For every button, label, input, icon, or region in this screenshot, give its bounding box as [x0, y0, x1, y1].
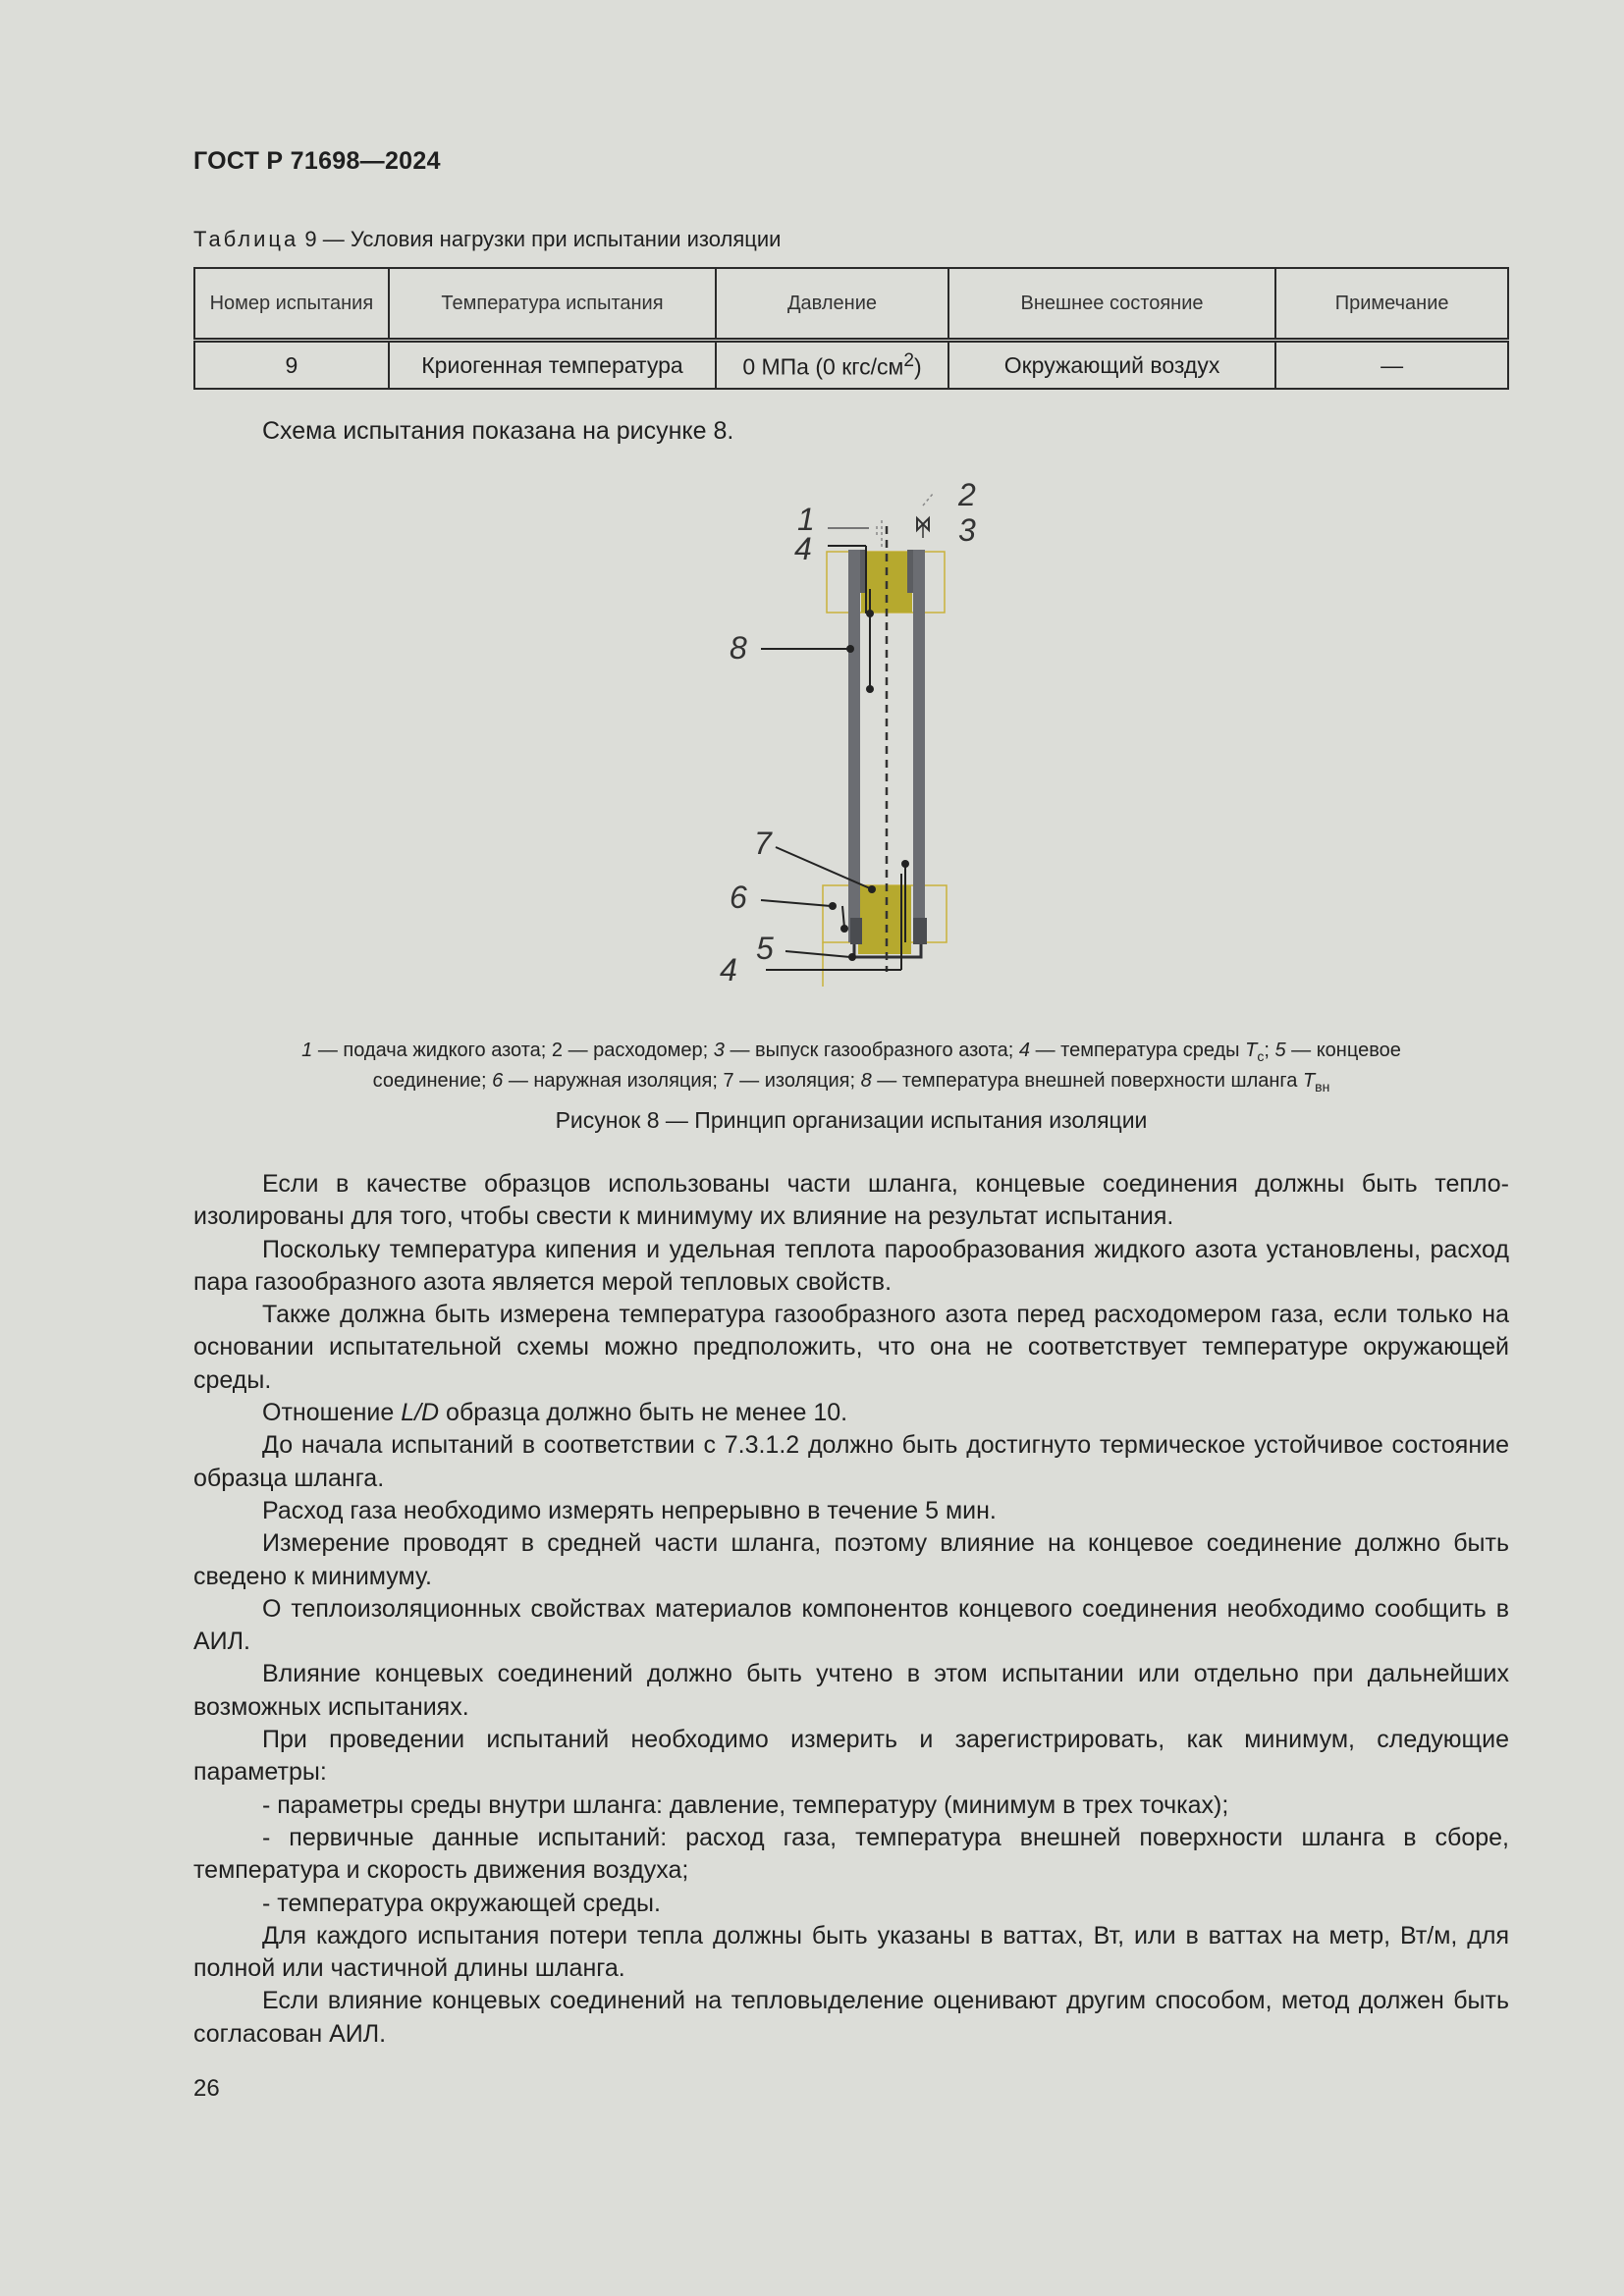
ratio-text: образца должно быть не менее 10.	[439, 1399, 848, 1427]
paragraph: Измерение проводят в средней части шланга, поэтому влияние на концевое соединение должно быть сведено к минимуму.	[193, 1529, 1509, 1590]
pressure-value: 0 МПа (0 кгс/см	[742, 353, 904, 380]
pressure-close: )	[914, 353, 922, 380]
list-item: - первичные данные испытаний: расход газа, температура внешней поверхности шланга в сборе, температура и скорость движения воздуха;	[193, 1823, 1509, 1885]
list-item: - температура окружающей среды.	[262, 1889, 661, 1917]
table-header-cell: Температура испытания	[389, 268, 716, 341]
cell-external: Окружающий воздух	[948, 341, 1275, 390]
test-scheme-figure	[0, 0, 1624, 1041]
legend-text: — выпуск газообразного азота;	[724, 1040, 1019, 1061]
document-code: ГОСТ Р 71698—2024	[193, 147, 441, 175]
legend-symbol: T	[1302, 1070, 1316, 1092]
pressure-superscript: 2	[903, 349, 915, 371]
figure-label-4-top: 4	[794, 531, 812, 566]
legend-num: 1	[301, 1040, 313, 1061]
legend-text: соединение;	[372, 1070, 493, 1092]
legend-text: — температура внешней поверхности шланга	[871, 1070, 1303, 1092]
figure-title: Рисунок 8 — Принцип организации испытания изоляции	[555, 1107, 1148, 1133]
paragraph: Если в качестве образцов использованы части шланга, концевые соединения должны быть теплоизолированы для того, чтобы свести к минимуму их влияние на результат испытания.	[193, 1170, 1509, 1231]
flowmeter-symbol	[923, 494, 933, 506]
legend-subscript: c	[1257, 1048, 1265, 1064]
legend-num: 3	[713, 1040, 725, 1061]
figure-label-5: 5	[756, 931, 774, 966]
figure-label-3: 3	[958, 512, 976, 548]
table-header-cell: Номер испытания	[194, 268, 389, 341]
table-header-cell: Примечание	[1275, 268, 1508, 341]
ratio-text: Отношение	[262, 1399, 402, 1427]
legend-text: — наружная изоляция; 7 — изоляция;	[503, 1070, 861, 1092]
figure-label-8: 8	[730, 630, 747, 666]
list-item: - параметры среды внутри шланга: давление, температуру (минимум в трех точках);	[262, 1790, 1229, 1819]
paragraph: При проведении испытаний необходимо измерить и зарегистрировать, как минимум, следующие параметры:	[193, 1726, 1509, 1787]
figure-label-6: 6	[730, 880, 747, 915]
figure-label-4-bottom: 4	[720, 952, 737, 988]
hose-wall-right	[913, 550, 925, 942]
legend-num: 4	[1018, 1040, 1031, 1061]
body-text	[193, 1168, 1509, 2051]
figure-lead-text: Схема испытания показана на рисунке 8.	[262, 417, 734, 445]
legend-text: — температура среды	[1030, 1040, 1246, 1061]
cell-temperature: Криогенная температура	[389, 341, 716, 390]
legend-text: — концевое	[1285, 1040, 1401, 1061]
paragraph: До начала испытаний в соответствии с 7.3.1.2 должно быть достигнуто термическое устойчивое состояние образца шланга.	[193, 1431, 1509, 1492]
paragraph: Для каждого испытания потери тепла должны быть указаны в ваттах, Вт, или в ваттах на метр, Вт/м, для полной или частичной длины шланга.	[193, 1921, 1509, 1983]
paragraph: О теплоизоляционных свойствах материалов компонентов концевого соединения необходимо сообщить в АИЛ.	[193, 1594, 1509, 1656]
legend-symbol: T	[1245, 1040, 1258, 1061]
paragraph: Поскольку температура кипения и удельная теплота парообразования жидкого азота установлены, расход пара газообразного азота является мерой тепловых свойств.	[193, 1235, 1509, 1296]
legend-num: 8	[860, 1070, 872, 1092]
legend-num: 5	[1274, 1040, 1286, 1061]
table-caption-title: 9 — Условия нагрузки при испытании изоляции	[298, 227, 782, 251]
legend-num: 6	[492, 1070, 504, 1092]
lower-insulation	[858, 885, 911, 954]
figure-label-2: 2	[958, 477, 976, 512]
figure-legend	[193, 1039, 1509, 1099]
ratio-variable: L/D	[401, 1399, 440, 1427]
legend-subscript: вн	[1315, 1079, 1330, 1095]
figure-label-1: 1	[797, 502, 815, 537]
paragraph: Если влияние концевых соединений на тепловыделение оценивают другим способом, метод должен быть согласован АИЛ.	[193, 1987, 1509, 2048]
table-caption-prefix: Таблица	[193, 227, 299, 251]
legend-text: ;	[1264, 1040, 1275, 1061]
paragraph: Влияние концевых соединений должно быть учтено в этом испытании или отдельно при дальнейших возможных испытаниях.	[193, 1660, 1509, 1721]
table-header-cell: Внешнее состояние	[948, 268, 1275, 341]
legend-text: — подача жидкого азота; 2 — расходомер;	[312, 1040, 714, 1061]
figure-label-7: 7	[754, 826, 772, 861]
page-number: 26	[193, 2075, 220, 2102]
paragraph: Расход газа необходимо измерять непрерывно в течение 5 мин.	[262, 1496, 997, 1524]
table-header-cell: Давление	[716, 268, 948, 341]
cell-note: —	[1275, 341, 1508, 390]
cell-number: 9	[194, 341, 389, 390]
paragraph: Также должна быть измерена температура газообразного азота перед расходомером газа, если только на основании испытательной схемы можно предположить, что она не соответствует температуре окружающей среды.	[193, 1301, 1509, 1394]
paragraph-ratio	[193, 1397, 1509, 1429]
